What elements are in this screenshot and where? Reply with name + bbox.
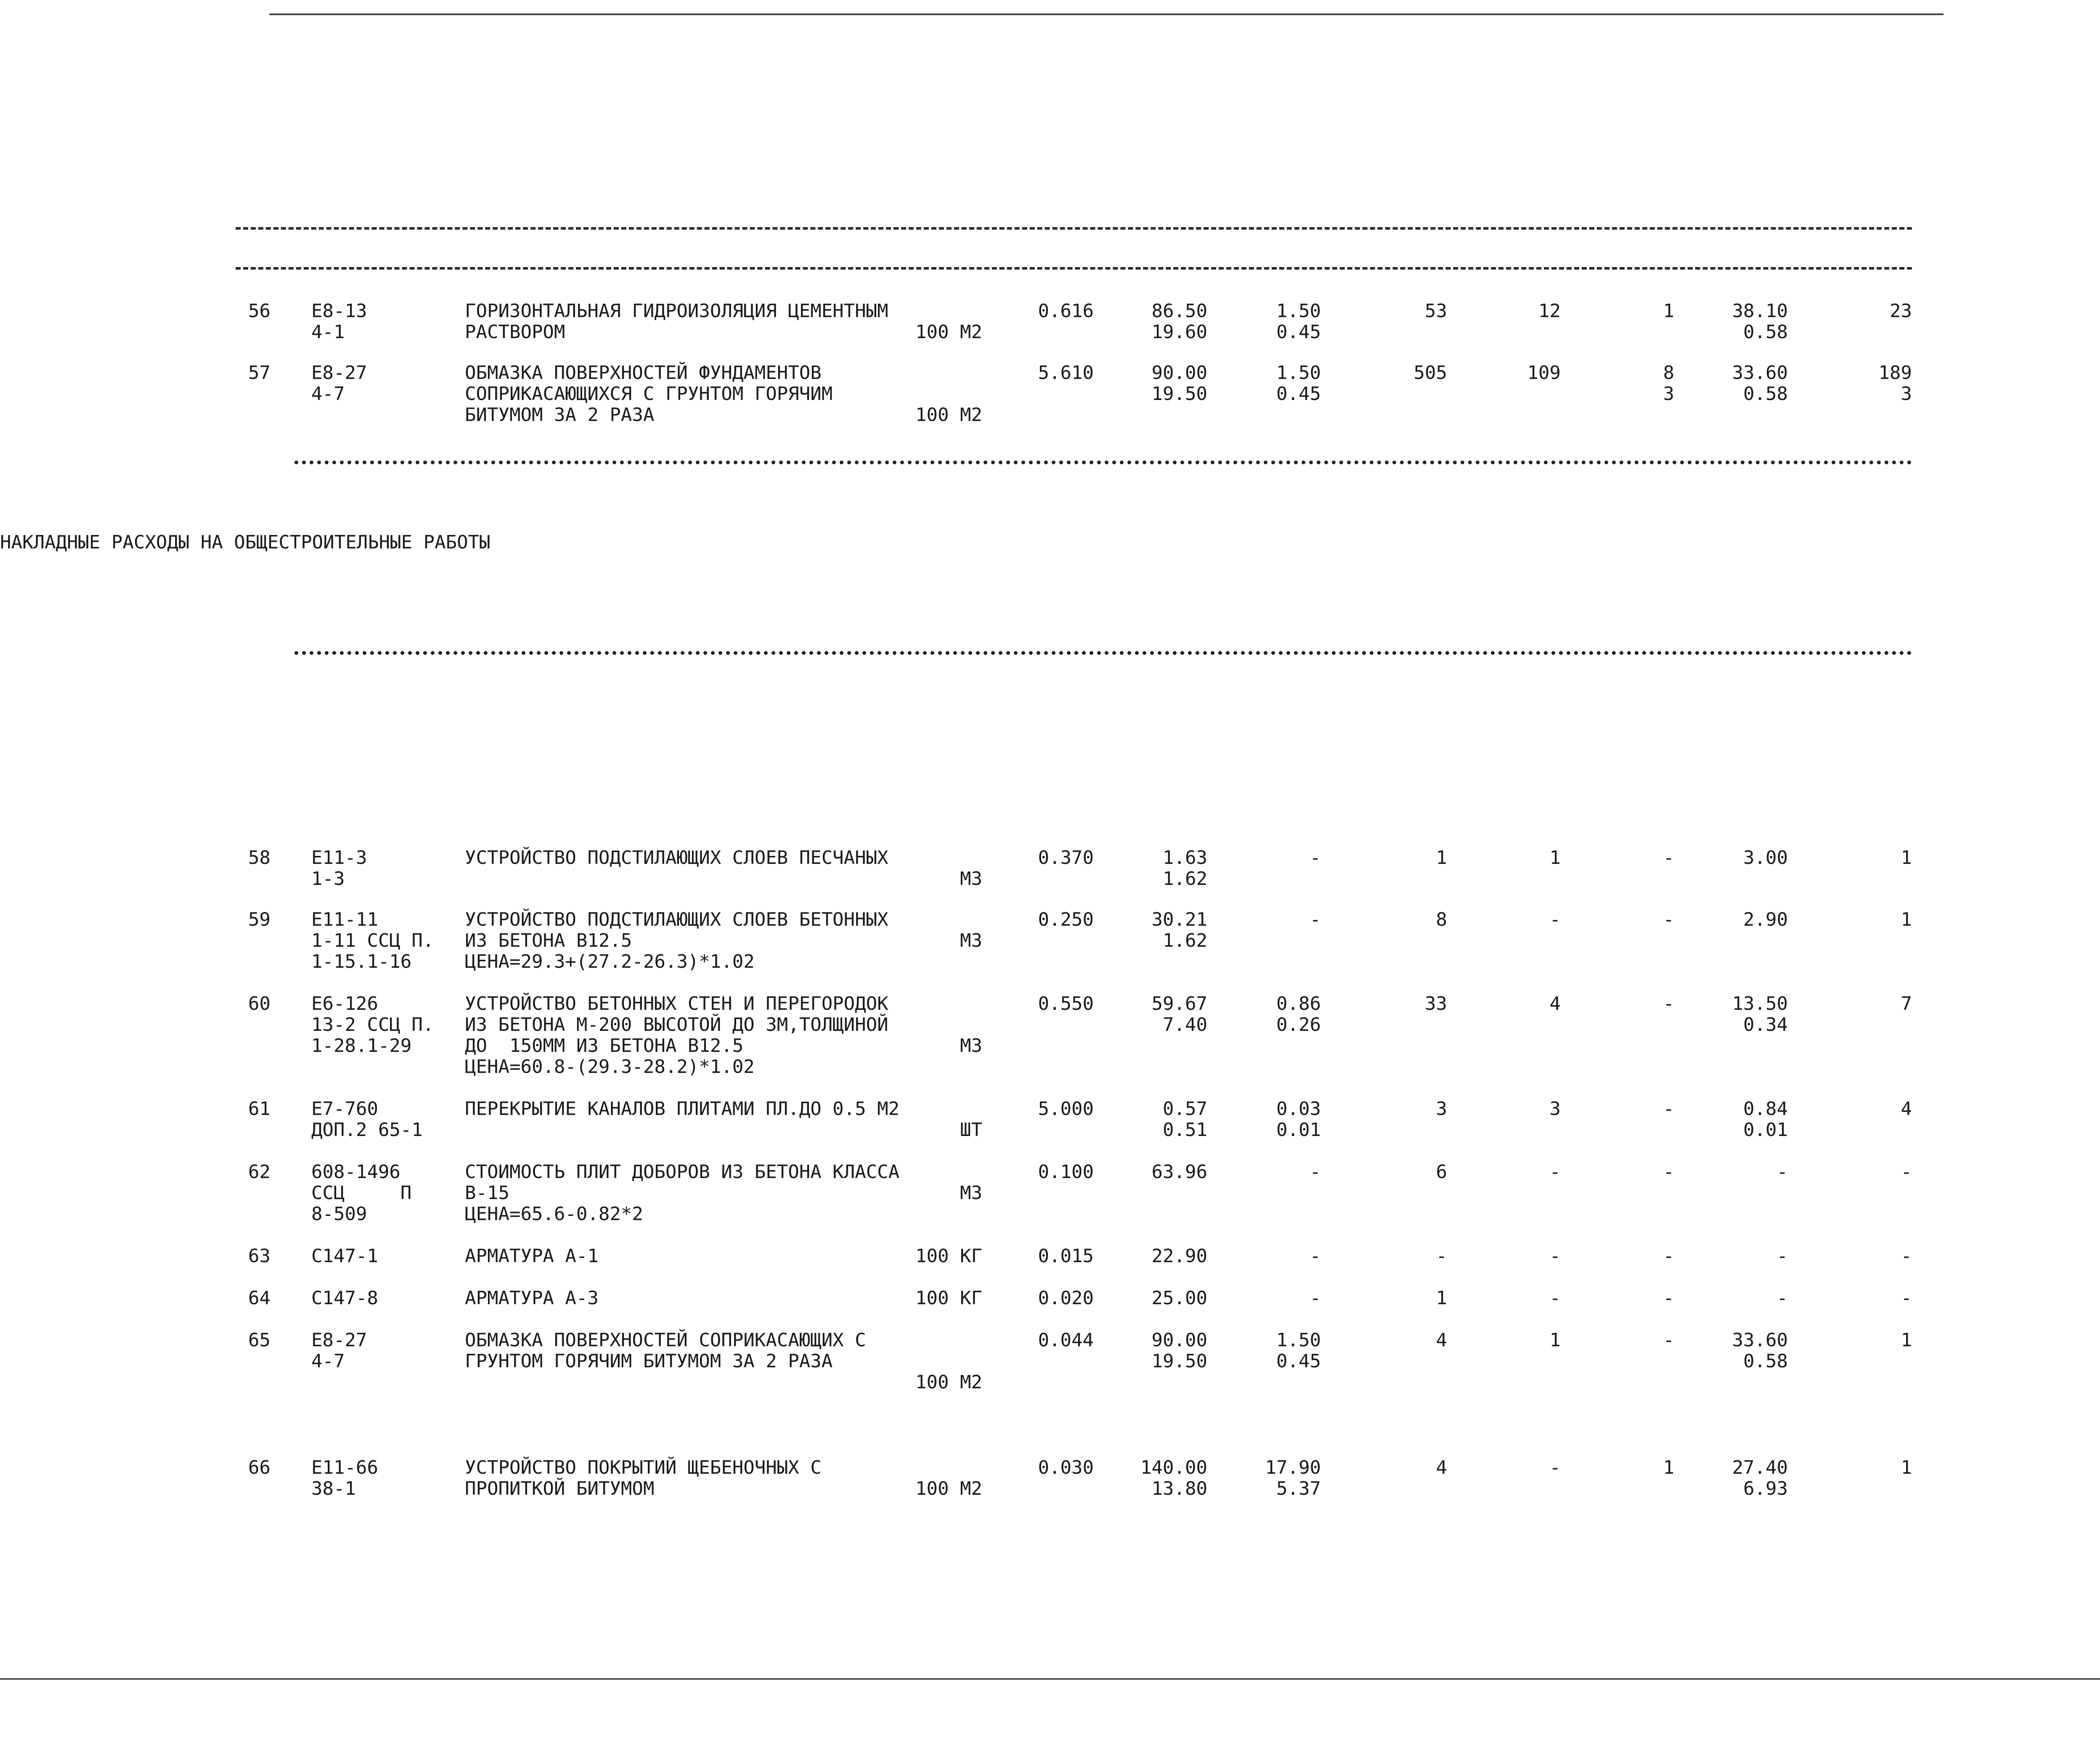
value-c8: 3 [1549, 1098, 1561, 1120]
value-c5: 19.60 [1151, 321, 1207, 343]
rate-code: 1-28.1-29 [311, 1035, 412, 1057]
value-c11: - [1901, 1245, 1912, 1267]
value-c10: 0.58 [1743, 1350, 1788, 1372]
value-c9: - [1663, 1245, 1674, 1267]
value-c6: - [1310, 909, 1321, 930]
quantity: 0.030 [1038, 1457, 1094, 1478]
value-c5: 1.62 [1163, 868, 1207, 890]
value-c5: 0.57 [1163, 1098, 1207, 1120]
value-c7: 53 [1425, 300, 1447, 322]
value-c10: 33.60 [1732, 1329, 1788, 1351]
work-description: ГРУНТОМ ГОРЯЧИМ БИТУМОМ ЗА 2 РАЗА [465, 1350, 833, 1372]
work-description: ИЗ БЕТОНА В12.5 [465, 930, 632, 951]
value-c6: 1.50 [1276, 300, 1321, 322]
rate-code: Е8-27 [311, 1329, 367, 1351]
row-number: 56 [248, 300, 270, 322]
work-description: ЦЕНА=29.3+(27.2-26.3)*1.02 [465, 951, 755, 972]
value-c7: 505 [1413, 362, 1447, 384]
work-description: УСТРОЙСТВО ПОДСТИЛАЮЩИХ СЛОЕВ ПЕСЧАНЫХ [465, 847, 888, 869]
value-c6: - [1310, 1245, 1321, 1267]
value-c8: 12 [1538, 300, 1561, 322]
unit: 100 М2 [915, 1478, 982, 1499]
rate-code: 4-7 [311, 383, 345, 405]
totals-rule-1 [294, 461, 1912, 464]
bottom-scan-edge [0, 1678, 2100, 1680]
value-c5: 30.21 [1151, 909, 1207, 930]
value-c10: 27.40 [1732, 1457, 1788, 1478]
rate-code: Е11-66 [311, 1457, 378, 1478]
value-c7: 3 [1436, 1098, 1447, 1120]
quantity: 0.100 [1038, 1161, 1094, 1183]
row-number: 59 [248, 909, 270, 930]
quantity: 0.044 [1038, 1329, 1094, 1351]
rate-code: ССЦ П [311, 1182, 412, 1204]
value-c10: 38.10 [1732, 300, 1788, 322]
value-c6: 0.45 [1276, 321, 1321, 343]
value-c11: 7 [1901, 993, 1912, 1014]
rate-code: 38-1 [311, 1478, 356, 1499]
rate-code: 1-11 ССЦ П. [311, 930, 434, 951]
quantity: 0.020 [1038, 1287, 1094, 1309]
unit: М3 [960, 868, 982, 890]
unit: М3 [960, 1182, 982, 1204]
value-c7: 8 [1436, 909, 1447, 930]
totals-rule-2 [294, 651, 1912, 655]
quantity: 0.616 [1038, 300, 1094, 322]
value-c5: 90.00 [1151, 1329, 1207, 1351]
rate-code: Е8-27 [311, 362, 367, 384]
value-c7: - [1436, 1245, 1447, 1267]
work-description: ДО 150ММ ИЗ БЕТОНА В12.5 [465, 1035, 744, 1057]
value-c7: 1 [1436, 847, 1447, 869]
row-number: 65 [248, 1329, 270, 1351]
quantity: 5.610 [1038, 362, 1094, 384]
header-bar [238, 191, 246, 222]
value-c5: 63.96 [1151, 1161, 1207, 1183]
work-description: ПЕРЕКРЫТИЕ КАНАЛОВ ПЛИТАМИ ПЛ.ДО 0.5 М2 [465, 1098, 900, 1120]
value-c11: 1 [1901, 847, 1912, 869]
value-c10: 0.58 [1743, 383, 1788, 405]
value-c7: 1 [1436, 1287, 1447, 1309]
work-description: БИТУМОМ ЗА 2 РАЗА [465, 404, 655, 426]
value-c5: 140.00 [1140, 1457, 1207, 1478]
rate-code: 13-2 ССЦ П. [311, 1014, 434, 1035]
unit: 100 КГ [915, 1245, 982, 1267]
work-description: ПРОПИТКОЙ БИТУМОМ [465, 1478, 655, 1499]
row-number: 64 [248, 1287, 270, 1309]
value-c10: 0.01 [1743, 1119, 1788, 1141]
value-c6: 0.26 [1276, 1014, 1321, 1035]
rate-code: 1-15.1-16 [311, 951, 412, 972]
value-c11: - [1901, 1161, 1912, 1183]
row-number: 61 [248, 1098, 270, 1120]
value-c8: 1 [1549, 1329, 1561, 1351]
rate-code: Е7-760 [311, 1098, 378, 1120]
value-c6: 1.50 [1276, 362, 1321, 384]
unit: 100 М2 [915, 404, 982, 426]
value-c8: 4 [1549, 993, 1561, 1014]
quantity: 0.550 [1038, 993, 1094, 1014]
value-c7: 4 [1436, 1457, 1447, 1478]
value-c9: 1 [1663, 1457, 1674, 1478]
value-c9: 3 [1663, 383, 1674, 405]
value-c5: 22.90 [1151, 1245, 1207, 1267]
row-number: 63 [248, 1245, 270, 1267]
rate-code: 4-7 [311, 1350, 345, 1372]
value-c11: 1 [1901, 1457, 1912, 1478]
rate-code: Е6-126 [311, 993, 378, 1014]
row-number: 66 [248, 1457, 270, 1478]
value-c9: - [1663, 993, 1674, 1014]
quantity: 0.370 [1038, 847, 1094, 869]
value-c6: - [1310, 1161, 1321, 1183]
value-c7: 4 [1436, 1329, 1447, 1351]
value-c5: 7.40 [1163, 1014, 1207, 1035]
value-c10: - [1777, 1287, 1788, 1309]
value-c10: 0.84 [1743, 1098, 1788, 1120]
row-number: 58 [248, 847, 270, 869]
value-c8: 1 [1549, 847, 1561, 869]
value-c9: - [1663, 1287, 1674, 1309]
value-c11: - [1901, 1287, 1912, 1309]
work-description: УСТРОЙСТВО БЕТОННЫХ СТЕН И ПЕРЕГОРОДОК [465, 993, 888, 1014]
value-c5: 90.00 [1151, 362, 1207, 384]
value-c5: 1.63 [1163, 847, 1207, 869]
value-c8: - [1549, 909, 1561, 930]
rate-code: 8-509 [311, 1203, 367, 1225]
value-c11: 1 [1901, 1329, 1912, 1351]
value-c6: 17.90 [1265, 1457, 1321, 1478]
rate-code: Е11-11 [311, 909, 378, 930]
value-c8: - [1549, 1287, 1561, 1309]
value-c7: 33 [1425, 993, 1447, 1014]
work-description: АРМАТУРА А-1 [465, 1245, 599, 1267]
work-description: УСТРОЙСТВО ПОКРЫТИЙ ЩЕБЕНОЧНЫХ С [465, 1457, 822, 1478]
quantity: 5.000 [1038, 1098, 1094, 1120]
value-c6: 0.01 [1276, 1119, 1321, 1141]
rate-code: 608-1496 [311, 1161, 400, 1183]
rate-code: С147-1 [311, 1245, 378, 1267]
value-c6: 0.03 [1276, 1098, 1321, 1120]
row-number: 62 [248, 1161, 270, 1183]
value-c10: - [1777, 1161, 1788, 1183]
value-c5: 59.67 [1151, 993, 1207, 1014]
value-c10: 0.58 [1743, 321, 1788, 343]
work-description: РАСТВОРОМ [465, 321, 565, 343]
work-description: ОБМАЗКА ПОВЕРХНОСТЕЙ СОПРИКАСАЮЩИХ С [465, 1329, 866, 1351]
value-c7: 6 [1436, 1161, 1447, 1183]
work-description: ЦЕНА=60.8-(29.3-28.2)*1.02 [465, 1056, 755, 1078]
value-c10: 13.50 [1732, 993, 1788, 1014]
value-c9: - [1663, 909, 1674, 930]
value-c10: 6.93 [1743, 1478, 1788, 1499]
value-c9: - [1663, 1098, 1674, 1120]
work-description: СОПРИКАСАЮЩИХСЯ С ГРУНТОМ ГОРЯЧИМ [465, 383, 833, 405]
value-c6: 5.37 [1276, 1478, 1321, 1499]
value-c5: 13.80 [1151, 1478, 1207, 1499]
work-description: АРМАТУРА А-3 [465, 1287, 599, 1309]
value-c5: 1.62 [1163, 930, 1207, 951]
work-description: В-15 [465, 1182, 509, 1204]
value-c9: - [1663, 1329, 1674, 1351]
work-description: ЦЕНА=65.6-0.82*2 [465, 1203, 643, 1225]
overhead-label: НАКЛАДНЫЕ РАСХОДЫ НА ОБЩЕСТРОИТЕЛЬНЫЕ РАБОТЫ [0, 532, 491, 553]
value-c11: 189 [1878, 362, 1912, 384]
unit: ШТ [960, 1119, 982, 1141]
header-rule [236, 227, 1912, 230]
value-c9: - [1663, 1161, 1674, 1183]
rate-code: 1-3 [311, 868, 345, 890]
value-c5: 19.50 [1151, 1350, 1207, 1372]
value-c6: 0.45 [1276, 383, 1321, 405]
value-c6: 0.86 [1276, 993, 1321, 1014]
unit: М3 [960, 930, 982, 951]
value-c5: 19.50 [1151, 383, 1207, 405]
value-c8: - [1549, 1245, 1561, 1267]
value-c8: 109 [1527, 362, 1561, 384]
work-description: ОБМАЗКА ПОВЕРХНОСТЕЙ ФУНДАМЕНТОВ [465, 362, 822, 384]
rate-code: С147-8 [311, 1287, 378, 1309]
value-c5: 0.51 [1163, 1119, 1207, 1141]
value-c10: 33.60 [1732, 362, 1788, 384]
value-c6: - [1310, 1287, 1321, 1309]
rate-code: 4-1 [311, 321, 345, 343]
work-description: ГОРИЗОНТАЛЬНАЯ ГИДРОИЗОЛЯЦИЯ ЦЕМЕНТНЫМ [465, 300, 888, 322]
quantity: 0.250 [1038, 909, 1094, 930]
unit: 100 М2 [915, 321, 982, 343]
value-c11: 3 [1901, 383, 1912, 405]
value-c10: 3.00 [1743, 847, 1788, 869]
work-description: УСТРОЙСТВО ПОДСТИЛАЮЩИХ СЛОЕВ БЕТОННЫХ [465, 909, 888, 930]
unit: М3 [960, 1035, 982, 1057]
value-c11: 4 [1901, 1098, 1912, 1120]
value-c10: 0.34 [1743, 1014, 1788, 1035]
value-c8: - [1549, 1161, 1561, 1183]
value-c6: 0.45 [1276, 1350, 1321, 1372]
work-description: ИЗ БЕТОНА М-200 ВЫСОТОЙ ДО 3М,ТОЛЩИНОЙ [465, 1014, 888, 1035]
value-c6: - [1310, 847, 1321, 869]
value-c9: - [1663, 847, 1674, 869]
value-c5: 25.00 [1151, 1287, 1207, 1309]
value-c9: 8 [1663, 362, 1674, 384]
unit: 100 М2 [915, 1372, 982, 1393]
row-number: 60 [248, 993, 270, 1014]
unit: 100 КГ [915, 1287, 982, 1309]
value-c11: 23 [1890, 300, 1912, 322]
quantity: 0.015 [1038, 1245, 1094, 1267]
rate-code: Е11-3 [311, 847, 367, 869]
value-c10: - [1777, 1245, 1788, 1267]
value-c11: 1 [1901, 909, 1912, 930]
rate-code: Е8-13 [311, 300, 367, 322]
column-header-rule [236, 267, 1912, 270]
value-c8: - [1549, 1457, 1561, 1478]
top-scan-edge [269, 13, 1944, 15]
value-c10: 2.90 [1743, 909, 1788, 930]
value-c6: 1.50 [1276, 1329, 1321, 1351]
value-c5: 86.50 [1151, 300, 1207, 322]
rate-code: ДОП.2 65-1 [311, 1119, 423, 1141]
value-c9: 1 [1663, 300, 1674, 322]
work-description: СТОИМОСТЬ ПЛИТ ДОБОРОВ ИЗ БЕТОНА КЛАССА [465, 1161, 900, 1183]
row-number: 57 [248, 362, 270, 384]
